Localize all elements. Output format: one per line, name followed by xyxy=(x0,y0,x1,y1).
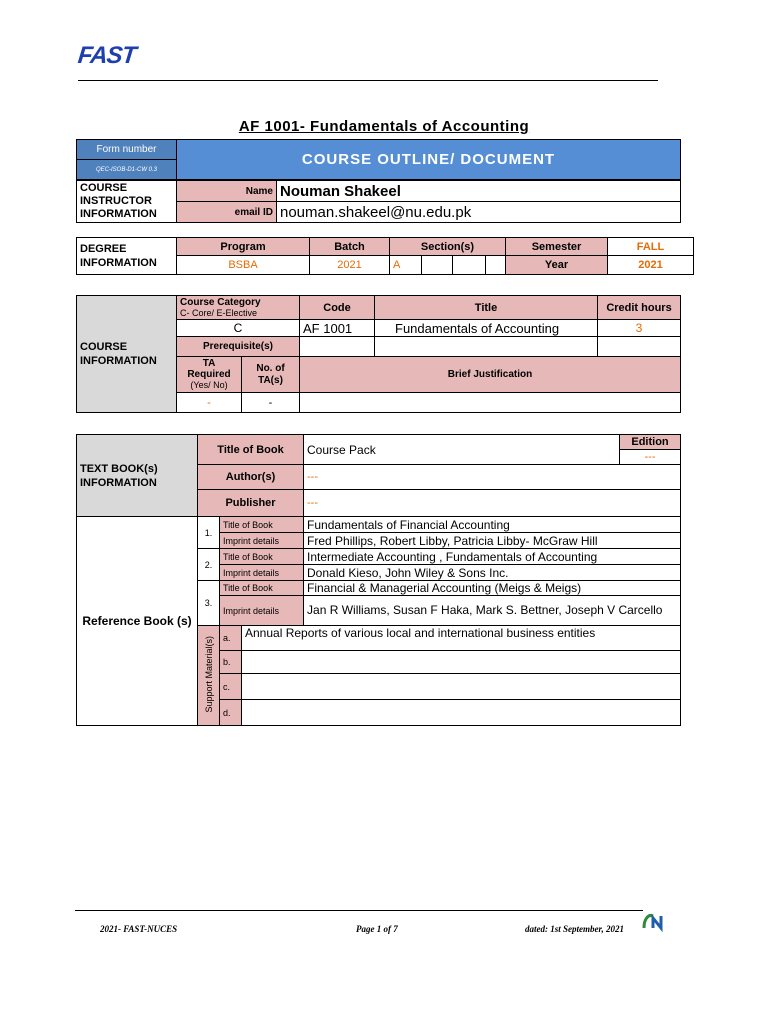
reference-section-label: Reference Book (s) xyxy=(77,517,198,726)
prerequisite-cell xyxy=(375,337,598,357)
ta-required-label: TA Required xyxy=(187,358,231,380)
support-letter: d. xyxy=(220,700,242,726)
instructor-email: nouman.shakeel@nu.edu.pk xyxy=(277,202,681,223)
support-letter: a. xyxy=(220,626,242,651)
program-value: BSBA xyxy=(177,256,310,275)
ref-title-label: Title of Book xyxy=(220,581,304,596)
ref-book-title: Financial & Managerial Accounting (Meigs & Meigs) xyxy=(304,581,681,596)
credit-hours-label: Credit hours xyxy=(598,296,681,320)
semester-value: FALL xyxy=(608,238,694,256)
brief-justification-label: Brief Justification xyxy=(300,357,681,393)
books-table xyxy=(76,434,681,726)
edition-label: Edition xyxy=(620,435,681,450)
textbook-title: Course Pack xyxy=(304,435,620,465)
form-code: QEC-ISOB-D1-CW 0.3 xyxy=(77,160,177,180)
support-item xyxy=(242,700,681,726)
support-item xyxy=(242,651,681,674)
course-category-header xyxy=(177,296,300,320)
support-material-label: Support Material(s) xyxy=(203,635,214,713)
instructor-name: Nouman Shakeel xyxy=(277,181,681,202)
section-empty-cell xyxy=(486,256,505,274)
footer-left: 2021- FAST-NUCES xyxy=(100,924,178,934)
year-label: Year xyxy=(506,256,608,275)
code-value: AF 1001 xyxy=(300,320,375,337)
form-number-label: Form number xyxy=(77,140,177,160)
prerequisite-cell xyxy=(598,337,681,357)
footer-page: Page 1 of 7 xyxy=(356,924,398,934)
support-letter: b. xyxy=(220,651,242,674)
nu-logo-icon xyxy=(641,910,665,932)
support-item: Annual Reports of various local and international business entities xyxy=(242,626,681,651)
textbook-section-label: TEXT BOOK(s) INFORMATION xyxy=(77,435,198,517)
ref-imprint-label: Imprint details xyxy=(220,533,304,549)
prerequisites-label: Prerequisite(s) xyxy=(177,337,300,357)
section-empty-cell xyxy=(453,256,486,274)
course-info-table xyxy=(76,295,681,413)
ref-book-title: Intermediate Accounting , Fundamentals of Accounting xyxy=(304,549,681,565)
section-empty-cell xyxy=(422,256,453,274)
course-category-label: Course Category xyxy=(180,296,261,308)
title-value: Fundamentals of Accounting xyxy=(375,320,598,337)
year-value: 2021 xyxy=(608,256,694,275)
credit-hours-value: 3 xyxy=(598,320,681,337)
category-value: C xyxy=(177,320,300,337)
ref-book-number: 3. xyxy=(198,581,220,626)
edition-value: --- xyxy=(620,450,681,465)
semester-label: Semester xyxy=(506,238,608,256)
instructor-section-label: COURSE INSTRUCTOR INFORMATION xyxy=(77,181,177,223)
degree-section-label: DEGREE INFORMATION xyxy=(77,238,177,275)
support-material-label-cell xyxy=(198,626,220,726)
publisher-value: --- xyxy=(304,490,681,517)
ta-required-header xyxy=(177,357,242,393)
instructor-table xyxy=(76,180,681,223)
ref-imprint-label: Imprint details xyxy=(220,565,304,581)
ref-book-imprint: Donald Kieso, John Wiley & Sons Inc. xyxy=(304,565,681,581)
ref-title-label: Title of Book xyxy=(220,549,304,565)
ref-book-imprint: Jan R Williams, Susan F Haka, Mark S. Bettner, Joseph V Carcello xyxy=(304,596,681,626)
num-ta-value: - xyxy=(242,393,300,413)
ref-title-label: Title of Book xyxy=(220,517,304,533)
publisher-label: Publisher xyxy=(198,490,304,517)
course-section-label: COURSE INFORMATION xyxy=(77,296,177,413)
ref-imprint-label: Imprint details xyxy=(220,596,304,626)
program-label: Program xyxy=(177,238,310,256)
title-label: Title xyxy=(375,296,598,320)
section-value: A xyxy=(390,256,422,274)
document-title: AF 1001- Fundamentals of Accounting xyxy=(238,118,530,135)
sections-label: Section(s) xyxy=(390,238,506,256)
author-label: Author(s) xyxy=(198,465,304,490)
batch-value: 2021 xyxy=(310,256,390,275)
code-label: Code xyxy=(300,296,375,320)
ref-book-number: 1. xyxy=(198,517,220,549)
footer-divider xyxy=(75,910,643,911)
degree-table xyxy=(76,237,694,275)
ref-book-imprint: Fred Phillips, Robert Libby, Patricia Libby- McGraw Hill xyxy=(304,533,681,549)
ref-book-title: Fundamentals of Financial Accounting xyxy=(304,517,681,533)
ref-book-number: 2. xyxy=(198,549,220,581)
footer-date: dated: 1st September, 2021 xyxy=(525,924,624,934)
batch-label: Batch xyxy=(310,238,390,256)
num-ta-label: No. of TA(s) xyxy=(242,357,300,393)
support-item xyxy=(242,674,681,700)
email-label: email ID xyxy=(177,202,277,223)
title-of-book-label: Title of Book xyxy=(198,435,304,465)
header-divider xyxy=(78,80,658,81)
ta-required-value: - xyxy=(177,393,242,413)
support-letter: c. xyxy=(220,674,242,700)
prerequisite-cell xyxy=(300,337,375,357)
author-value: --- xyxy=(304,465,681,490)
name-label: Name xyxy=(177,181,277,202)
fast-logo: FAST xyxy=(76,42,137,69)
course-outline-heading: COURSE OUTLINE/ DOCUMENT xyxy=(177,140,681,180)
course-category-sub: C- Core/ E-Elective xyxy=(180,307,258,318)
section-cells xyxy=(390,256,506,275)
form-header-table xyxy=(76,139,681,180)
justification-value xyxy=(300,393,681,413)
ta-required-sub: (Yes/ No) xyxy=(190,380,228,390)
